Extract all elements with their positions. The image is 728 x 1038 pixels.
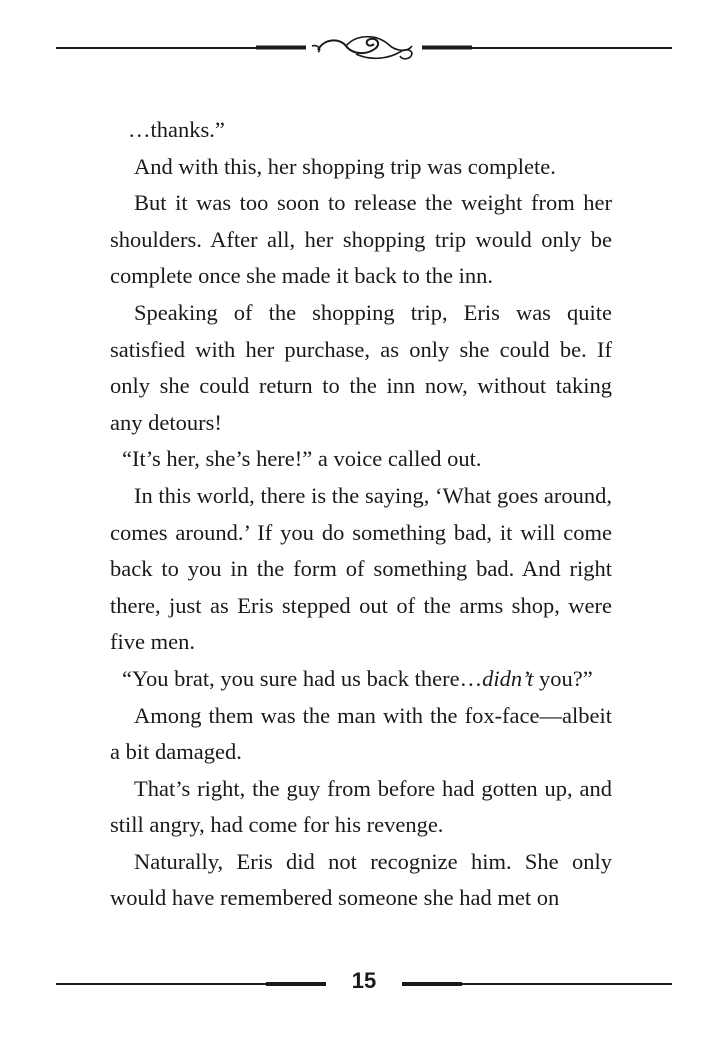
paragraph: And with this, her shopping trip was complete. bbox=[134, 153, 556, 179]
paragraph-text: you?” bbox=[533, 665, 593, 691]
paragraph: …thanks.” bbox=[128, 117, 225, 142]
paragraph bbox=[110, 661, 612, 698]
paragraph: Among them was the man with the fox-face—albeit a bit damaged. bbox=[110, 702, 612, 765]
paragraph: Naturally, Eris did not recognize him. She only would have remembered someone she had met on bbox=[110, 848, 612, 911]
paragraph-text: “You brat, you sure had us back there… bbox=[122, 665, 483, 691]
paragraph: “It’s her, she’s here!” a voice called out. bbox=[122, 446, 482, 472]
flourish-ornament-icon bbox=[56, 30, 672, 70]
page-footer bbox=[56, 966, 672, 1006]
body-text bbox=[110, 112, 612, 917]
emphasis: didn’t bbox=[482, 665, 534, 691]
footer-rule-right bbox=[402, 983, 672, 985]
paragraph: Speaking of the shopping trip, Eris was quite satisfied with her purchase, as only she could be. If only she could return to the inn now, without taking any detours! bbox=[110, 299, 612, 435]
footer-rule-left bbox=[56, 983, 326, 985]
paragraph: That’s right, the guy from before had gotten up, and still angry, had come for his revenge. bbox=[110, 775, 612, 838]
paragraph: In this world, there is the saying, ‘What goes around, comes around.’ If you do something bad, it will come back to you in the form of something bad. And right there, just as Eris stepped out of the arms shop, were five men. bbox=[110, 482, 612, 655]
paragraph: But it was too soon to release the weight from her shoulders. After all, her shopping trip would only be complete once she made it back to the inn. bbox=[110, 190, 612, 289]
page-number: 15 bbox=[351, 968, 377, 993]
